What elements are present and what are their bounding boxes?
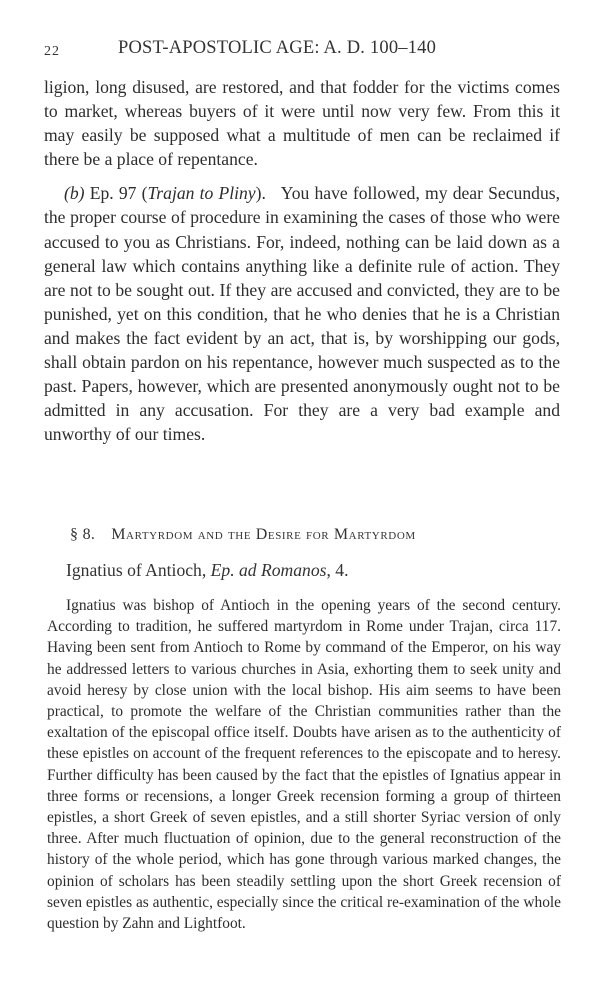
paragraph-trajan-to-pliny: (b) Ep. 97 (Trajan to Pliny). You have followed, my dear Secundus, the proper course of procedure in examining the cases of those who were accused to you as Christians. For, indeed, nothing can be laid down as a general law which contains anything like a definite rule of action. They are not to be sought out. If they are accused and convicted, they are to be punished, yet on this condition, that he who denies that he is a Christian and makes the fact evident by an act, that is, by worshipping our gods, shall obtain pardon on his repentance, however much suspected as to the past. Papers, however, which are presented anonymously ought not to be admitted in any accusation. For they are a very bad example and unworthy of our times. xyxy=(44,183,560,445)
paragraph-label: (b) xyxy=(64,183,85,204)
paragraph-text: You have followed, my dear Secundus, the proper course of procedure in examining the cases of those who were accused to you as Christians. For, indeed, nothing can be laid down as a general law which contains anything like a definite rule of action. They are not to be sought out. If they are accused and convicted, they are to be punished, yet on this condition, that he who denies that he is a Christian and makes the fact evident by an act, that is, by worshipping our gods, shall obtain pardon on his repentance, however much suspected as to the past. Papers, however, which are presented anonymously ought not to be admitted in any accusation. For they are a very bad example and unworthy of our times. xyxy=(44,183,560,445)
introductory-note xyxy=(47,595,561,934)
running-head-title: POST-APOSTOLIC AGE: A. D. 100–140 xyxy=(118,38,437,58)
section-number: § 8. xyxy=(70,526,96,543)
epistle-reference: Ep. 97 xyxy=(89,183,137,204)
main-text xyxy=(44,75,560,446)
source-author: Ignatius of Antioch, xyxy=(66,560,207,580)
source-locator: , 4. xyxy=(326,560,349,580)
epistle-reference-title: Trajan to Pliny xyxy=(147,183,256,204)
running-head xyxy=(44,38,560,62)
section-title: Martyrdom and the Desire for Martyrdom xyxy=(111,526,416,543)
section-heading xyxy=(70,526,416,544)
source-citation xyxy=(66,560,348,581)
intro-paragraph: Ignatius was bishop of Antioch in the opening years of the second century. According to tradition, he suffered martyrdom in Rome under Trajan, circa 117. Having been sent from Antioch to Rome by command of the Emperor, on his way he addressed letters to various churches in Asia, exhorting them to seek unity and avoid heresy by close union with the local bishop. His aim seems to have been practical, to promote the welfare of the Christian communities rather than the exaltation of the episcopal office itself. Doubts have arisen as to the authenticity of these epistles on account of the frequent references to the episcopate and to heresy. Further difficulty has been caused by the fact that the epistles of Ignatius appear in three forms or recensions, a longer Greek recension forming a group of thirteen epistles, a short Greek of seven epistles, and a still shorter Syriac version of only three. After much fluctuation of opinion, due to the general reconstruction of the history of the whole period, which has gone through various marked changes, the opinion of scholars has been steadily settling upon the short Greek recension of seven epistles as authentic, especially since the critical re-examination of the whole question by Zahn and Lightfoot. xyxy=(47,597,561,933)
paragraph-continuation: ligion, long disused, are restored, and that fodder for the victims comes to market, whereas buyers of it were until now very few. From this it may easily be supposed what a multitude of men can be reclaimed if there be a place of repentance. xyxy=(44,77,560,170)
source-work: Ep. ad Romanos xyxy=(210,560,327,580)
page-number: 22 xyxy=(44,44,60,59)
